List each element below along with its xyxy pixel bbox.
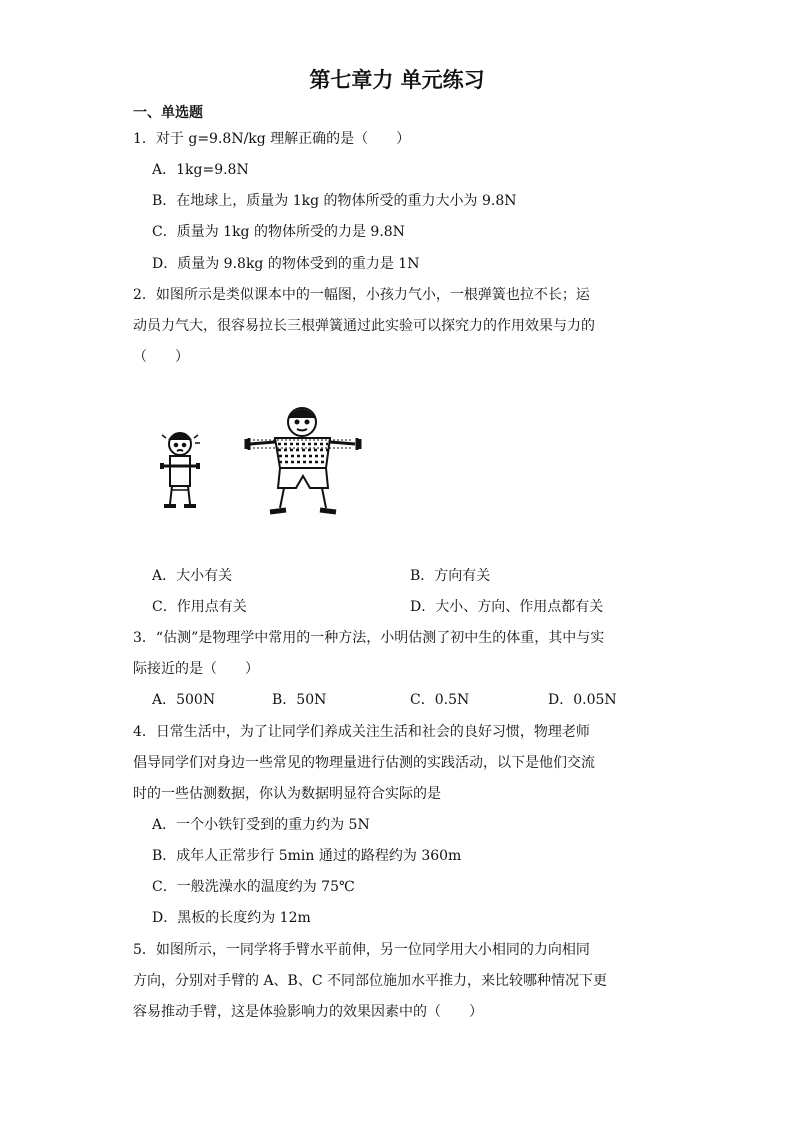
child-figure — [162, 433, 200, 506]
question-3-option-d: D．0.05N — [548, 692, 617, 708]
question-1-option-a: A．1kg=9.8N — [152, 162, 249, 178]
athlete-figure — [246, 408, 360, 512]
question-2-option-b: B．方向有关 — [410, 568, 491, 584]
question-4-option-a: A．一个小铁钉受到的重力约为 5N — [152, 817, 370, 833]
section-heading: 一、单选题 — [133, 105, 203, 121]
question-3-stem-line-2: 际接近的是（ ） — [133, 661, 259, 677]
question-2-stem-line-1: 2．如图所示是类似课本中的一幅图，小孩力气小，一根弹簧也拉不长；运 — [133, 287, 590, 303]
question-1-option-b: B．在地球上，质量为 1kg 的物体所受的重力大小为 9.8N — [152, 193, 517, 209]
question-2-option-d: D．大小、方向、作用点都有关 — [410, 599, 604, 615]
question-3-option-a: A．500N — [152, 692, 216, 708]
spring-pulling-illustration — [150, 400, 450, 525]
question-2-option-a: A．大小有关 — [152, 568, 233, 584]
question-3-option-c: C．0.5N — [410, 692, 470, 708]
question-4-stem-line-2: 倡导同学们对身边一些常见的物理量进行估测的实践活动，以下是他们交流 — [133, 755, 595, 771]
question-1-option-c: C．质量为 1kg 的物体所受的力是 9.8N — [152, 224, 405, 240]
question-5-stem-line-3: 容易推动手臂，这是体验影响力的效果因素中的（ ） — [133, 1004, 483, 1020]
question-2-option-c: C．作用点有关 — [152, 599, 247, 615]
question-4-option-d: D．黑板的长度约为 12m — [152, 910, 311, 926]
question-4-stem-line-1: 4．日常生活中，为了让同学们养成关注生活和社会的良好习惯，物理老师 — [133, 724, 590, 740]
question-3-option-b: B．50N — [272, 692, 327, 708]
question-1-stem: 1．对于 g=9.8N/kg 理解正确的是（ ） — [133, 131, 411, 147]
question-4-option-c: C．一般洗澡水的温度约为 75℃ — [152, 879, 355, 895]
page-title: 第七章力 单元练习 — [309, 68, 485, 92]
question-3-stem-line-1: 3．“估测”是物理学中常用的一种方法，小明估测了初中生的体重，其中与实 — [133, 630, 605, 646]
question-2-stem-line-2: 动员力气大，很容易拉长三根弹簧通过此实验可以探究力的作用效果与力的 — [133, 318, 595, 334]
question-2-stem-line-3: （ ） — [133, 349, 189, 365]
question-5-stem-line-2: 方向，分别对手臂的 A、B、C 不同部位施加水平推力，来比较哪种情况下更 — [133, 973, 608, 989]
question-4-option-b: B．成年人正常步行 5min 通过的路程约为 360m — [152, 848, 462, 864]
question-5-stem-line-1: 5．如图所示，一同学将手臂水平前伸，另一位同学用大小相同的力向相同 — [133, 942, 590, 958]
question-1-option-d: D．质量为 9.8kg 的物体受到的重力是 1N — [152, 256, 420, 272]
question-4-stem-line-3: 时的一些估测数据，你认为数据明显符合实际的是 — [133, 786, 441, 802]
